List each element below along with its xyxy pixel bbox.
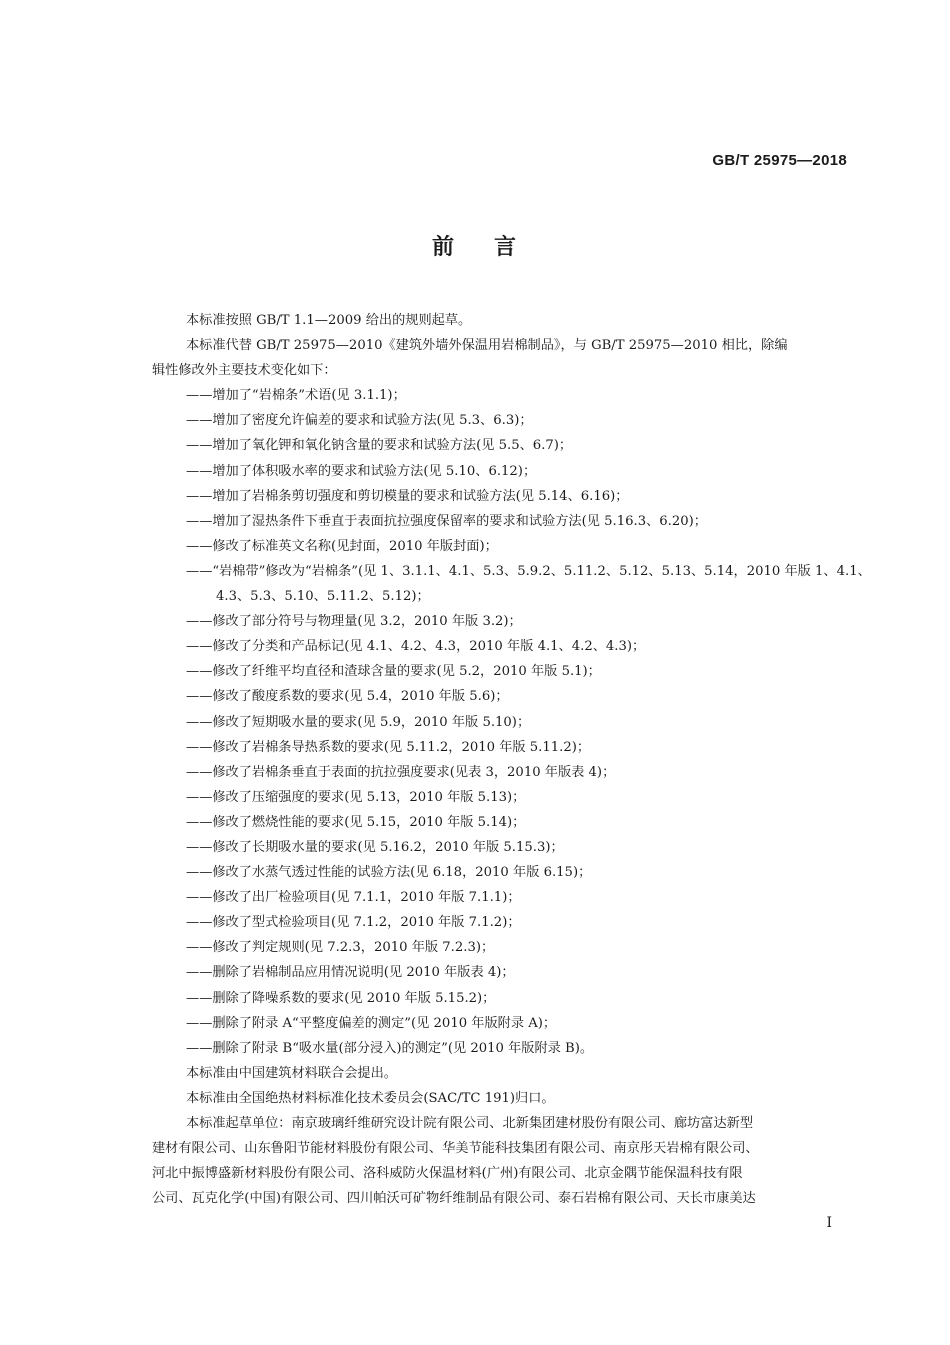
change-item: ——修改了压缩强度的要求(见 5.13，2010 年版 5.13)； — [186, 789, 526, 805]
change-item: ——修改了短期吸水量的要求(见 5.9，2010 年版 5.10)； — [186, 714, 531, 730]
paragraph-replaces-line-2: 辑性修改外主要技术变化如下： — [152, 363, 337, 379]
change-item: ——删除了附录 A“平整度偏差的测定”(见 2010 年版附录 A)； — [186, 1015, 557, 1031]
change-item: ——增加了氧化钾和氧化钠含量的要求和试验方法(见 5.5、6.7)； — [186, 438, 573, 454]
paragraph-proposed-by: 本标准由中国建筑材料联合会提出。 — [186, 1065, 397, 1081]
change-item: ——修改了标准英文名称(见封面，2010 年版封面)； — [186, 538, 498, 554]
standard-code: GB/T 25975—2018 — [712, 152, 847, 169]
page-title — [0, 230, 950, 261]
change-item: ——增加了“岩棉条”术语(见 3.1.1)； — [186, 388, 406, 404]
change-item: ——修改了分类和产品标记(见 4.1、4.2、4.3，2010 年版 4.1、4.2、4.3)； — [186, 639, 646, 655]
change-item: ——修改了岩棉条垂直于表面的抗拉强度要求(见表 3，2010 年版表 4)； — [186, 764, 616, 780]
change-item: ——修改了纤维平均直径和渣球含量的要求(见 5.2，2010 年版 5.1)； — [186, 664, 601, 680]
change-item: ——修改了判定规则(见 7.2.3，2010 年版 7.2.3)； — [186, 940, 495, 956]
change-item: ——修改了型式检验项目(见 7.1.2，2010 年版 7.1.2)； — [186, 915, 521, 931]
foreword-body — [152, 308, 871, 1211]
paragraph-drafters-line-4: 公司、瓦克化学(中国)有限公司、四川帕沃可矿物纤维制品有限公司、泰石岩棉有限公司、天长市康美达 — [152, 1191, 756, 1207]
paragraph-drafters-line-3: 河北中振博盛新材料股份有限公司、洛科威防火保温材料(广州)有限公司、北京金隅节能保温科技有限 — [152, 1166, 743, 1182]
title-char-2: 言 — [494, 234, 519, 260]
change-item: ——“岩棉带”修改为“岩棉条”(见 1、3.1.1、4.1、5.3、5.9.2、5.11.2、5.12、5.13、5.14，2010 年版 1、4.1、 — [186, 563, 871, 579]
paragraph-drafting-rules: 本标准按照 GB/T 1.1—2009 给出的规则起草。 — [186, 313, 472, 328]
change-item: ——删除了岩棉制品应用情况说明(见 2010 年版表 4)； — [186, 965, 515, 981]
change-item: ——删除了降噪系数的要求(见 2010 年版 5.15.2)； — [186, 990, 496, 1006]
title-char-1: 前 — [431, 234, 456, 260]
change-item: ——修改了出厂检验项目(见 7.1.1，2010 年版 7.1.1)； — [186, 890, 521, 906]
change-item: ——增加了岩棉条剪切强度和剪切模量的要求和试验方法(见 5.14、6.16)； — [186, 488, 629, 504]
page-number: I — [826, 1215, 832, 1231]
change-item: ——修改了岩棉条导热系数的要求(见 5.11.2，2010 年版 5.11.2)； — [186, 739, 591, 755]
change-item: ——修改了部分符号与物理量(见 3.2，2010 年版 3.2)； — [186, 614, 522, 630]
paragraph-replaces-line-1: 本标准代替 GB/T 25975—2010《建筑外墙外保温用岩棉制品》，与 GB/T 25975—2010 相比，除编 — [186, 338, 788, 354]
paragraph-drafters-line-1: 本标准起草单位：南京玻璃纤维研究设计院有限公司、北新集团建材股份有限公司、廊坊富达新型 — [186, 1116, 754, 1131]
change-item: ——修改了水蒸气透过性能的试验方法(见 6.18，2010 年版 6.15)； — [186, 865, 592, 881]
change-item: ——删除了附录 B“吸水量(部分浸入)的测定”(见 2010 年版附录 B)。 — [186, 1040, 594, 1056]
change-item-continuation: 4.3、5.3、5.10、5.11.2、5.12)； — [216, 589, 430, 605]
change-item: ——修改了燃烧性能的要求(见 5.15，2010 年版 5.14)； — [186, 814, 526, 830]
change-item: ——增加了密度允许偏差的要求和试验方法(见 5.3、6.3)； — [186, 413, 533, 429]
paragraph-managed-by: 本标准由全国绝热材料标准化技术委员会(SAC/TC 191)归口。 — [186, 1090, 555, 1106]
change-item: ——修改了长期吸水量的要求(见 5.16.2，2010 年版 5.15.3)； — [186, 839, 564, 855]
change-item: ——增加了湿热条件下垂直于表面抗拉强度保留率的要求和试验方法(见 5.16.3、6.20)； — [186, 513, 707, 529]
change-item: ——修改了酸度系数的要求(见 5.4，2010 年版 5.6)； — [186, 689, 509, 705]
change-item: ——增加了体积吸水率的要求和试验方法(见 5.10、6.12)； — [186, 463, 537, 479]
paragraph-drafters-line-2: 建材有限公司、山东鲁阳节能材料股份有限公司、华美节能科技集团有限公司、南京彤天岩棉有限公司、 — [152, 1141, 759, 1157]
